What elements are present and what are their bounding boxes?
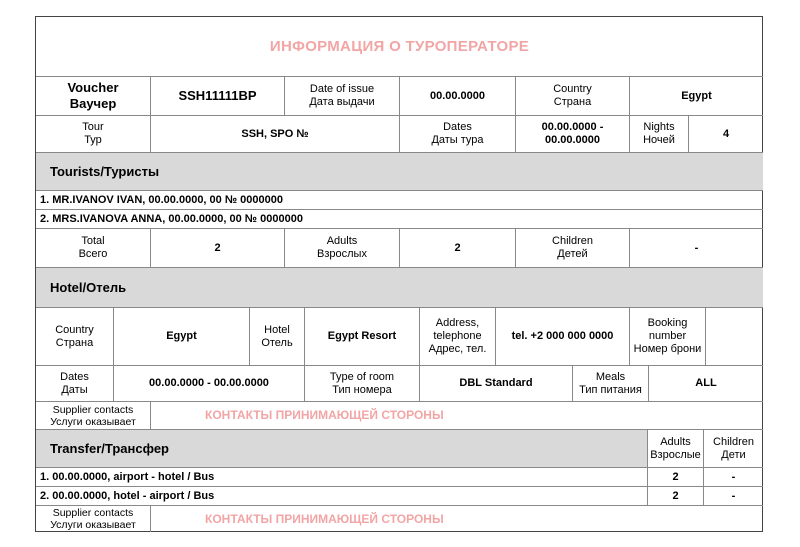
voucher-sheet bbox=[35, 16, 763, 532]
hotel-dates-label: Dates Даты bbox=[36, 366, 114, 402]
voucher-label-en: Voucher bbox=[67, 80, 119, 95]
hotel-country-label: Country Страна bbox=[36, 308, 114, 366]
room-label: Type of room Тип номера bbox=[305, 366, 420, 402]
transfer-row-1-desc: 1. 00.00.0000, airport - hotel / Bus bbox=[36, 468, 648, 487]
hotel-title: Hotel/Отель bbox=[36, 268, 763, 308]
dates-value: 00.00.0000 - 00.00.0000 bbox=[516, 116, 630, 153]
transfer-row-2-children: - bbox=[704, 487, 763, 506]
hotel-value: Egypt Resort bbox=[305, 308, 420, 366]
country-label: Country Страна bbox=[516, 77, 630, 116]
voucher-label bbox=[36, 77, 151, 116]
room-value: DBL Standard bbox=[420, 366, 573, 402]
hotel-label: Hotel Отель bbox=[250, 308, 305, 366]
address-label: Address, telephone Адрес, тел. bbox=[420, 308, 496, 366]
transfer-row-1-adults: 2 bbox=[648, 468, 704, 487]
hotel-supplier-value: КОНТАКТЫ ПРИНИМАЮЩЕЙ СТОРОНЫ bbox=[151, 402, 763, 430]
transfer-row-2-desc: 2. 00.00.0000, hotel - airport / Bus bbox=[36, 487, 648, 506]
transfer-row-2-adults: 2 bbox=[648, 487, 704, 506]
transfer-supplier-value: КОНТАКТЫ ПРИНИМАЮЩЕЙ СТОРОНЫ bbox=[205, 511, 444, 526]
transfer-supplier-label: Supplier contacts Услуги оказывает bbox=[36, 506, 151, 532]
address-value: tel. +2 000 000 0000 bbox=[496, 308, 630, 366]
children-value: - bbox=[630, 229, 763, 268]
transfer-row-1-children: - bbox=[704, 468, 763, 487]
country-value: Egypt bbox=[630, 77, 763, 116]
tourist-row-2: 2. MRS.IVANOVA ANNA, 00.00.0000, 00 № 0000000 bbox=[36, 210, 763, 229]
tourist-row-1: 1. MR.IVANOV IVAN, 00.00.0000, 00 № 0000000 bbox=[36, 191, 763, 210]
hotel-supplier-label: Supplier contacts Услуги оказывает bbox=[36, 402, 151, 430]
booking-value bbox=[706, 308, 763, 366]
tour-label: Tour Тур bbox=[36, 116, 151, 153]
meals-value: ALL bbox=[649, 366, 763, 402]
voucher-label-ru: Ваучер bbox=[69, 96, 117, 111]
operator-info: ИНФОРМАЦИЯ О ТУРОПЕРАТОРЕ bbox=[36, 17, 763, 77]
children-label: Children Детей bbox=[516, 229, 630, 268]
voucher-number: SSH11111BP bbox=[151, 77, 285, 116]
adults-label: Adults Взрослых bbox=[285, 229, 400, 268]
booking-label: Booking number Номер брони bbox=[630, 308, 706, 366]
adults-value: 2 bbox=[400, 229, 516, 268]
dates-label: Dates Даты тура bbox=[400, 116, 516, 153]
nights-label: Nights Ночей bbox=[630, 116, 689, 153]
hotel-country-value: Egypt bbox=[114, 308, 250, 366]
transfer-adults-label: Adults Взрослые bbox=[648, 430, 704, 468]
transfer-children-label: Children Дети bbox=[704, 430, 763, 468]
total-value: 2 bbox=[151, 229, 285, 268]
hotel-dates-value: 00.00.0000 - 00.00.0000 bbox=[114, 366, 305, 402]
tourists-title: Tourists/Туристы bbox=[36, 153, 763, 191]
date-of-issue-value: 00.00.0000 bbox=[400, 77, 516, 116]
tour-value: SSH, SPO № bbox=[151, 116, 400, 153]
transfer-title: Transfer/Трансфер bbox=[36, 430, 648, 468]
nights-value: 4 bbox=[689, 116, 763, 153]
date-of-issue-label: Date of issue Дата выдачи bbox=[285, 77, 400, 116]
meals-label: Meals Тип питания bbox=[573, 366, 649, 402]
total-label: Total Всего bbox=[36, 229, 151, 268]
